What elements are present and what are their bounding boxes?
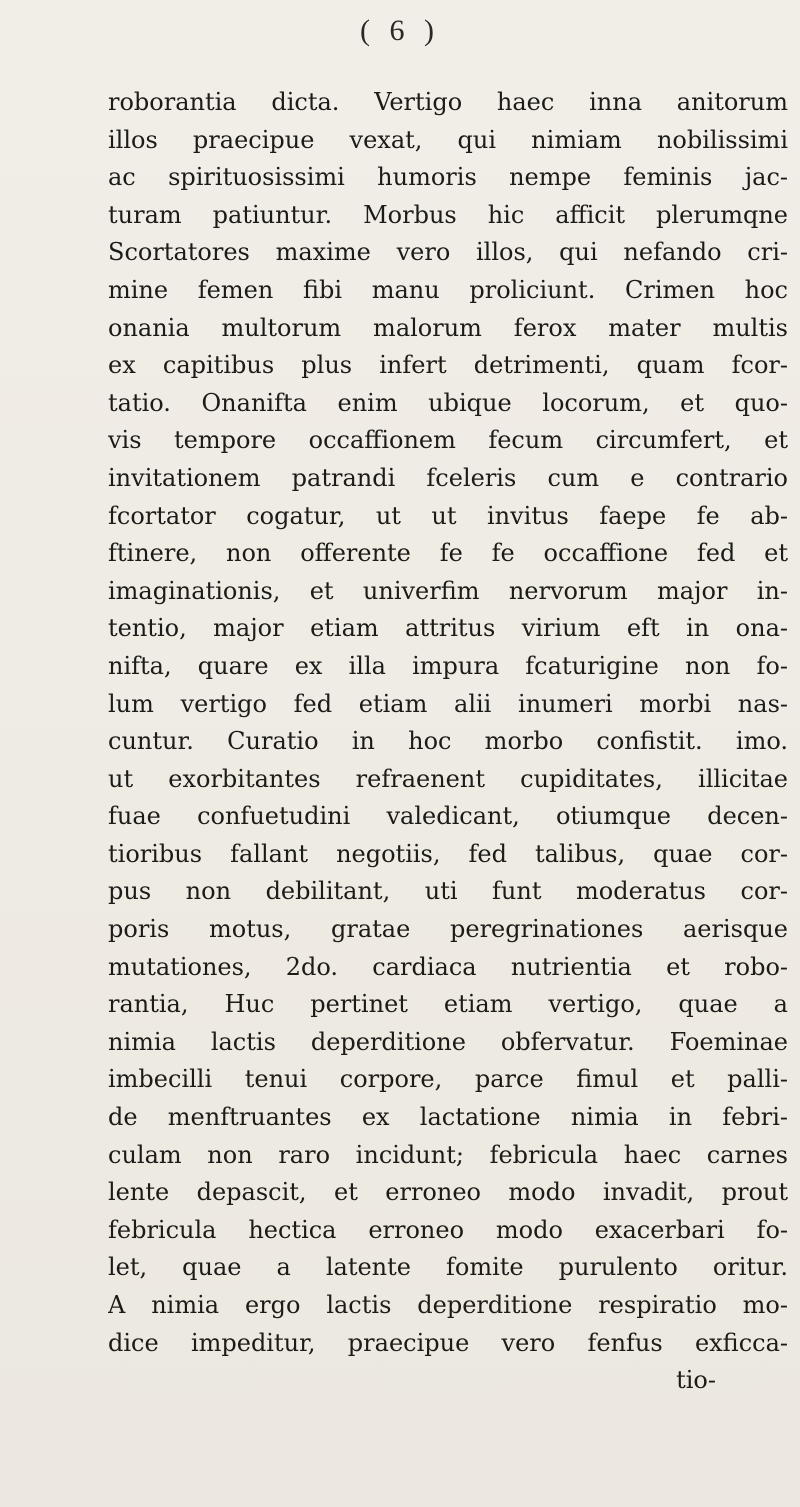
text-line: mine femen fibi manu proliciunt. Crimen hoc [108, 275, 788, 304]
text-line: ftinere, non offerente fe fe occaffione fed et [108, 539, 788, 568]
text-line: turam patiuntur. Morbus hic afficit plerumqne [108, 200, 788, 229]
text-line: dice impeditur, praecipue vero fenfus exficca- [108, 1328, 788, 1357]
text-line: fuae confuetudini valedicant, otiumque decen- [108, 802, 788, 831]
text-line: A nimia ergo lactis deperditione respiratio mo- [108, 1291, 788, 1319]
text-line: nifta, quare ex illa impura fcaturigine non fo- [108, 651, 788, 680]
text-line: Scortatores maxime vero illos, qui nefando cri- [108, 238, 788, 267]
text-line: vis tempore occaffionem fecum circumfert, et [108, 426, 788, 455]
text-line: ac spirituosissimi humoris nempe feminis jac- [108, 163, 788, 192]
text-line: roborantia dicta. Vertigo haec inna anitorum [108, 88, 788, 116]
text-line: ut exorbitantes refraenent cupiditates, illicitae [108, 764, 788, 793]
page-number: ( 6 ) [360, 14, 440, 47]
text-line: tentio, major etiam attritus virium eft in ona- [108, 614, 788, 643]
text-line: illos praecipue vexat, qui nimiam nobilissimi [108, 125, 788, 154]
text-line: culam non raro incidunt; febricula haec carnes [108, 1140, 788, 1169]
text-line: lente depascit, et erroneo modo invadit, prout [108, 1178, 788, 1207]
text-line: rantia, Huc pertinet etiam vertigo, quae a [108, 990, 788, 1019]
text-line: cuntur. Curatio in hoc morbo confistit. imo. [108, 727, 788, 756]
text-line: fcortator cogatur, ut ut invitus faepe fe ab- [108, 501, 788, 530]
text-line: poris motus, gratae peregrinationes aerisque [108, 915, 788, 944]
text-line: imaginationis, et univerfim nervorum major in- [108, 576, 788, 605]
text-line: tio- [676, 1366, 716, 1395]
text-line: de menftruantes ex lactatione nimia in febri- [108, 1103, 788, 1132]
text-line: lum vertigo fed etiam alii inumeri morbi nas- [108, 689, 788, 718]
text-line: mutationes, 2do. cardiaca nutrientia et robo- [108, 952, 788, 981]
text-line: tioribus fallant negotiis, fed talibus, quae cor- [108, 839, 788, 868]
text-line: invitationem patrandi fceleris cum e contrario [108, 463, 788, 492]
text-line: pus non debilitant, uti funt moderatus cor- [108, 877, 788, 906]
text-line: febricula hectica erroneo modo exacerbari fo- [108, 1215, 788, 1244]
text-line: nimia lactis deperditione obfervatur. Foeminae [108, 1027, 788, 1056]
text-line: ex capitibus plus infert detrimenti, quam fcor- [108, 351, 788, 380]
text-line: onania multorum malorum ferox mater multis [108, 313, 788, 342]
body-text [108, 84, 788, 1400]
text-line: let, quae a latente fomite purulento oritur. [108, 1253, 788, 1282]
text-line: tatio. Onanifta enim ubique locorum, et quo- [108, 388, 788, 417]
text-line: imbecilli tenui corpore, parce fimul et palli- [108, 1065, 788, 1094]
